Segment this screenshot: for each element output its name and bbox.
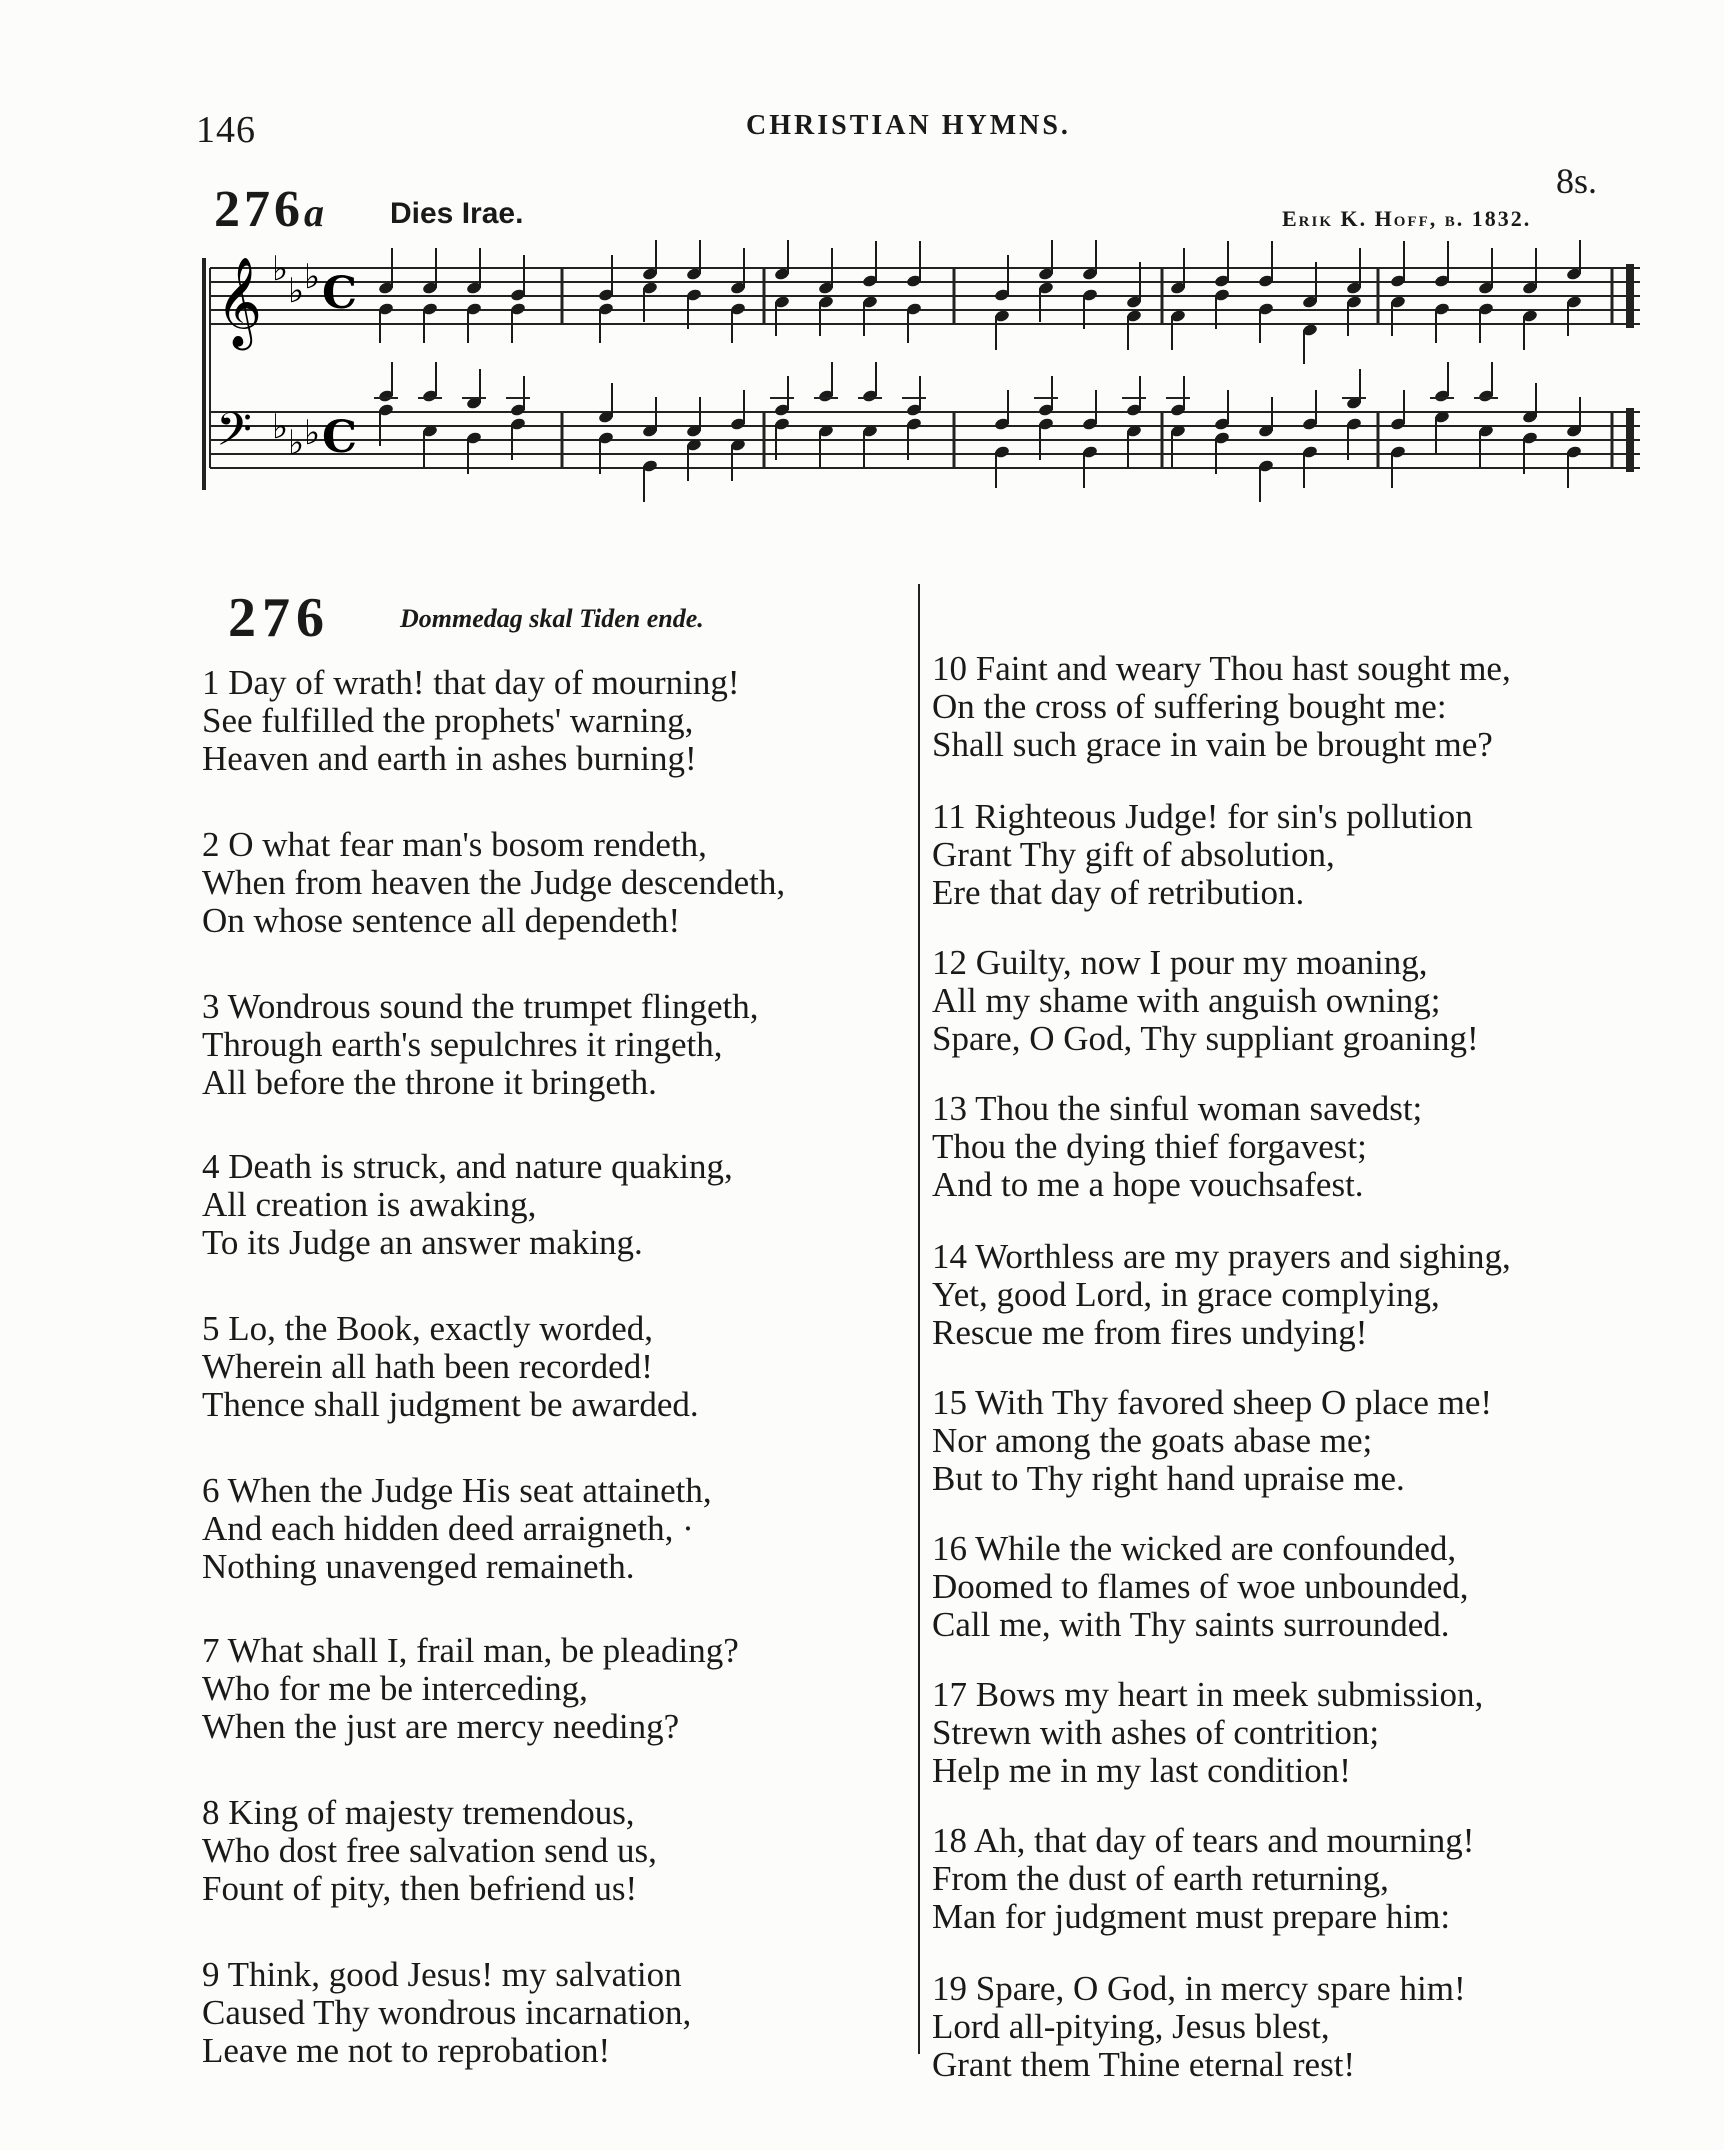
stanza-line: On whose sentence all dependeth!: [202, 901, 681, 940]
stanza: [932, 1238, 1511, 1352]
stanza-line: But to Thy right hand upraise me.: [932, 1459, 1405, 1498]
hymn-first-line: Dommedag skal Tiden ende.: [400, 604, 704, 633]
stanza: [202, 1472, 712, 1586]
stanza-line: 16 While the wicked are confounded,: [932, 1529, 1457, 1568]
running-head: CHRISTIAN HYMNS.: [746, 110, 1071, 141]
stanza-line: Nor among the goats abase me;: [932, 1421, 1373, 1460]
stanza-line: And each hidden deed arraigneth, ·: [202, 1509, 694, 1548]
stanza-line: Through earth's sepulchres it ringeth,: [202, 1025, 723, 1064]
stanza: [932, 1384, 1492, 1498]
stanza-line: Lord all-pitying, Jesus blest,: [932, 2007, 1330, 2046]
stanza-line: 2 O what fear man's bosom rendeth,: [202, 825, 707, 864]
flat-sign: ♭: [272, 407, 289, 447]
stanza: [202, 1148, 733, 1262]
stanza: [202, 988, 758, 1102]
stanza: [932, 1676, 1483, 1790]
stanza: [202, 1632, 739, 1746]
stanza: [202, 1956, 691, 2070]
stanza-line: From the dust of earth returning,: [932, 1859, 1389, 1898]
score-graphics: [204, 240, 1640, 502]
stanza-line: 17 Bows my heart in meek submission,: [932, 1675, 1484, 1714]
stanza: [932, 944, 1479, 1058]
stanza-line: 14 Worthless are my prayers and sighing,: [932, 1237, 1511, 1276]
tune-name: Dies Irae.: [390, 197, 524, 230]
stanza-line: Fount of pity, then befriend us!: [202, 1869, 638, 1908]
flat-sign: ♭: [288, 271, 305, 311]
stanza: [202, 664, 740, 778]
time-signature: C: [322, 268, 358, 319]
stanza-line: Shall such grace in vain be brought me?: [932, 725, 1493, 764]
stanza-line: 9 Think, good Jesus! my salvation: [202, 1955, 682, 1994]
stanza-line: 6 When the Judge His seat attaineth,: [202, 1471, 712, 1510]
stanza-line: Man for judgment must prepare him:: [932, 1897, 1451, 1936]
time-signature: C: [322, 412, 358, 463]
stanza-line: 4 Death is struck, and nature quaking,: [202, 1147, 733, 1186]
composer: Erik K. Hoff, b. 1832.: [1282, 206, 1532, 231]
final-bar: [1626, 408, 1634, 472]
stanza-line: When from heaven the Judge descendeth,: [202, 863, 786, 902]
flat-sign: ♭: [304, 257, 321, 297]
stanza-line: 7 What shall I, frail man, be pleading?: [202, 1631, 739, 1670]
stanza: [932, 650, 1511, 764]
stanza: [932, 798, 1473, 912]
stanza-line: When the just are mercy needing?: [202, 1707, 680, 1746]
tune-number-suffix: a: [304, 190, 324, 235]
stanza-line: Doomed to flames of woe unbounded,: [932, 1567, 1469, 1606]
stanza-line: On the cross of suffering bought me:: [932, 687, 1447, 726]
stanza: [932, 1090, 1422, 1204]
tune-number-digits: 276: [214, 181, 304, 238]
stanza-line: Strewn with ashes of contrition;: [932, 1713, 1380, 1752]
stanza-line: Yet, good Lord, in grace complying,: [932, 1275, 1440, 1314]
stanza-line: Ere that day of retribution.: [932, 873, 1305, 912]
stanza-line: Thou the dying thief forgavest;: [932, 1127, 1367, 1166]
column-rule: [918, 584, 920, 2054]
stanza-line: Who for me be interceding,: [202, 1669, 588, 1708]
flat-sign: ♭: [288, 423, 305, 463]
stanza: [202, 1310, 699, 1424]
stanza-line: Grant them Thine eternal rest!: [932, 2045, 1356, 2084]
stanza-line: To its Judge an answer making.: [202, 1223, 643, 1262]
flat-sign: ♭: [272, 249, 289, 289]
treble-clef: 𝄞: [216, 257, 263, 347]
bass-clef: 𝄢: [216, 403, 253, 468]
stanza-line: 19 Spare, O God, in mercy spare him!: [932, 1969, 1466, 2008]
stanza: [202, 826, 785, 940]
stanza-line: 1 Day of wrath! that day of mourning!: [202, 663, 740, 702]
stanza-line: Help me in my last condition!: [932, 1751, 1351, 1790]
tune-number: [214, 180, 324, 239]
stanza-line: 12 Guilty, now I pour my moaning,: [932, 943, 1428, 982]
stanza-line: Grant Thy gift of absolution,: [932, 835, 1335, 874]
stanza-line: All my shame with anguish owning;: [932, 981, 1441, 1020]
stanza-line: 3 Wondrous sound the trumpet flingeth,: [202, 987, 759, 1026]
music-score: [196, 240, 1646, 560]
stanza-line: Spare, O God, Thy suppliant groaning!: [932, 1019, 1479, 1058]
stanza-line: 10 Faint and weary Thou hast sought me,: [932, 649, 1511, 688]
stanza-line: Leave me not to reprobation!: [202, 2031, 611, 2070]
stanza: [932, 1530, 1469, 1644]
page-number: 146: [196, 109, 256, 151]
stanza-line: And to me a hope vouchsafest.: [932, 1165, 1364, 1204]
stanza-line: All creation is awaking,: [202, 1185, 537, 1224]
stanza-line: 8 King of majesty tremendous,: [202, 1793, 635, 1832]
stanza: [932, 1970, 1466, 2084]
stanza-line: See fulfilled the prophets' warning,: [202, 701, 694, 740]
stanza-line: Call me, with Thy saints surrounded.: [932, 1605, 1450, 1644]
stanza-line: All before the throne it bringeth.: [202, 1063, 657, 1102]
stanza-line: Who dost free salvation send us,: [202, 1831, 657, 1870]
stanza: [932, 1822, 1474, 1936]
meter: 8s.: [1556, 161, 1598, 201]
flat-sign: ♭: [304, 413, 321, 453]
stanza-line: 11 Righteous Judge! for sin's pollution: [932, 797, 1473, 836]
stanza-line: 15 With Thy favored sheep O place me!: [932, 1383, 1493, 1422]
stanza-line: Nothing unavenged remaineth.: [202, 1547, 635, 1586]
stanza-line: Thence shall judgment be awarded.: [202, 1385, 699, 1424]
stanza-line: Wherein all hath been recorded!: [202, 1347, 653, 1386]
stanza-line: Caused Thy wondrous incarnation,: [202, 1993, 692, 2032]
stanza: [202, 1794, 657, 1908]
stanza-line: 5 Lo, the Book, exactly worded,: [202, 1309, 654, 1348]
stanza-line: Heaven and earth in ashes burning!: [202, 739, 697, 778]
stanza-line: 18 Ah, that day of tears and mourning!: [932, 1821, 1475, 1860]
stanza-line: Rescue me from fires undying!: [932, 1313, 1368, 1352]
final-bar: [1626, 264, 1634, 328]
hymn-number: 276: [228, 587, 330, 649]
stanza-line: 13 Thou the sinful woman savedst;: [932, 1089, 1423, 1128]
